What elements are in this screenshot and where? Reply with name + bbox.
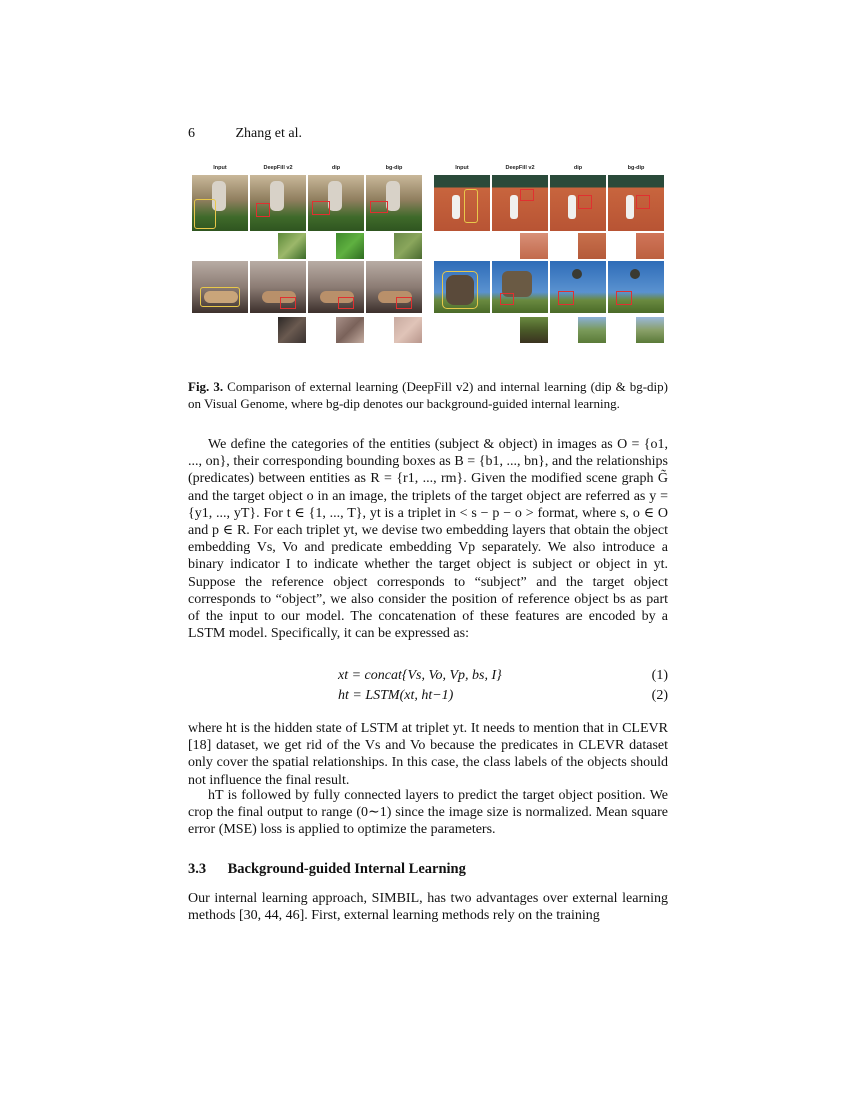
col-label-input-left: Input — [213, 165, 227, 171]
paragraph-internal-learning: Our internal learning approach, SIMBIL, has two advantages over external learning methods [30, 44, 46]. First, external learning methods rely on the training — [188, 891, 668, 924]
photo-park-bgdip — [366, 175, 422, 231]
photo-room-input — [192, 261, 248, 313]
col-label-input-right: Input — [455, 165, 469, 171]
photo-tennis-bgdip — [608, 175, 664, 231]
running-authors: Zhang et al. — [235, 126, 302, 141]
crop-tennis-bgdip — [636, 233, 664, 259]
crop-park-bgdip — [394, 233, 422, 259]
crop-room-dip — [336, 317, 364, 343]
equation-2 — [188, 688, 668, 708]
section-title: Background-guided Internal Learning — [227, 861, 466, 877]
photo-room-deepfill — [250, 261, 306, 313]
photo-room-bgdip — [366, 261, 422, 313]
photo-elephant-input — [434, 261, 490, 313]
photo-tennis-deepfill — [492, 175, 548, 231]
section-heading — [188, 861, 466, 878]
page-header — [188, 126, 302, 142]
col-label-deepfill-left: DeepFill v2 — [263, 165, 293, 171]
equation-2-number: (2) — [651, 688, 668, 703]
figure-caption — [188, 378, 668, 412]
col-label-dip-right: dip — [573, 165, 583, 171]
photo-park-deepfill — [250, 175, 306, 231]
photo-elephant-deepfill — [492, 261, 548, 313]
equation-1 — [188, 668, 668, 688]
equation-2-body: ht = LSTM(xt, ht−1) — [338, 688, 454, 703]
crop-tennis-deepfill — [520, 233, 548, 259]
crop-park-deepfill — [278, 233, 306, 259]
caption-text: Comparison of external learning (DeepFill v2) and internal learning (dip & bg-dip) on Visual Genome, where bg-dip denotes our background-guided internal learning. — [188, 379, 668, 411]
paragraph-lstm: where ht is the hidden state of LSTM at triplet yt. It needs to mention that in CLEVR [18] dataset, we get rid of the Vs and Vo because the predicates in CLEVR dataset only cover the spatial relationships. In this case, the class labels of the objects should not influence the final result. — [188, 721, 668, 788]
paragraph-definitions: We define the categories of the entities (subject & object) in images as O = {o1, ..., on}, their corresponding bounding boxes as B = {b1, ..., bn}, and the relationships (predicates) between entities as R = {r1, ..., rm}. Given the modified scene graph G̃ and the target object o in an image, the triplets of the target object are referred as y = {y1, ..., yT}. For t ∈ {1, ..., T}, yt is a triplet in < s − p − o > format, where s, o ∈ O and p ∈ R. For each triplet yt, we devise two embedding layers that obtain the object embedding Vs, Vo and predicate embedding Vp separately. We also introduce a binary indicator I to indicate whether the target object is subject or object in yt. Suppose the reference object corresponds to “subject” and the target object corresponds to “object”, we also consider the position of reference object bs as part of the input to our model. The concatenation of these features are encoded by a LSTM model. Specifically, it can be expressed as: — [188, 437, 668, 642]
photo-park-dip — [308, 175, 364, 231]
crop-tennis-dip — [578, 233, 606, 259]
col-label-dip-left: dip — [331, 165, 341, 171]
section-number: 3.3 — [188, 861, 207, 877]
equation-1-body: xt = concat{Vs, Vo, Vp, bs, I} — [338, 668, 502, 683]
crop-room-deepfill — [278, 317, 306, 343]
page-number: 6 — [188, 126, 195, 141]
crop-room-bgdip — [394, 317, 422, 343]
equation-1-number: (1) — [651, 668, 668, 683]
photo-room-dip — [308, 261, 364, 313]
caption-label: Fig. 3. — [188, 379, 224, 394]
photo-elephant-dip — [550, 261, 606, 313]
paragraph-fc-layers: hT is followed by fully connected layers to predict the target object position. We crop the final output to range (0∼1) since the image size is normalized. Mean square error (MSE) loss is applied to optimize the parameters. — [188, 788, 668, 838]
crop-park-dip — [336, 233, 364, 259]
col-label-bgdip-left: bg-dip — [385, 165, 403, 171]
crop-elephant-bgdip — [636, 317, 664, 343]
figure-3-image-grid — [188, 163, 668, 345]
col-label-bgdip-right: bg-dip — [627, 165, 645, 171]
photo-tennis-dip — [550, 175, 606, 231]
crop-elephant-deepfill — [520, 317, 548, 343]
crop-elephant-dip — [578, 317, 606, 343]
photo-tennis-input — [434, 175, 490, 231]
col-label-deepfill-right: DeepFill v2 — [505, 165, 535, 171]
photo-park-input — [192, 175, 248, 231]
photo-elephant-bgdip — [608, 261, 664, 313]
